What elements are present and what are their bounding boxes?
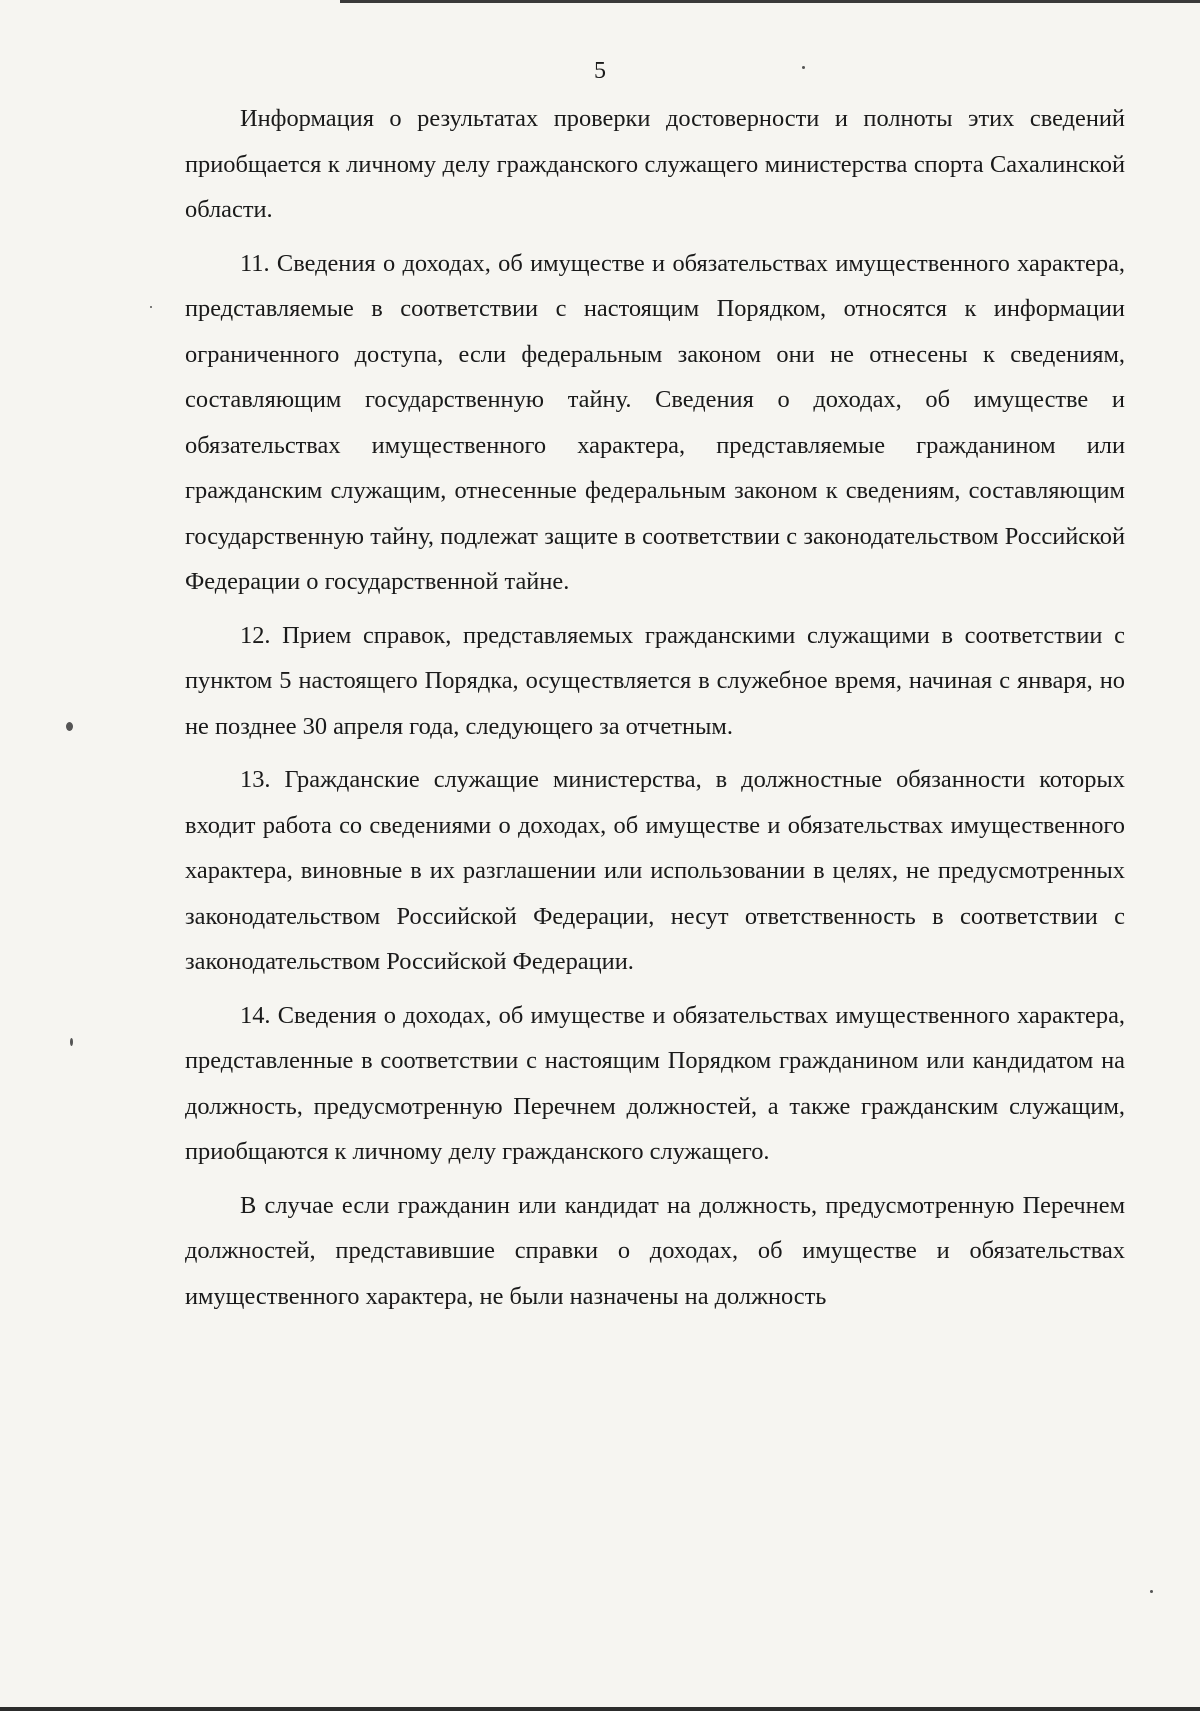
page-number: 5	[594, 58, 606, 84]
scan-speck	[802, 66, 805, 69]
paragraph-intro: Информация о результатах проверки достоверности и полноты этих сведений приобщается к личному делу гражданского служащего министерства спорта Сахалинской области.	[185, 105, 1125, 223]
scan-bottom-edge	[0, 1707, 1200, 1711]
paragraph-14: 14. Сведения о доходах, об имуществе и обязательствах имущественного характера, представленные в соответствии с настоящим Порядком гражданином или кандидатом на должность, предусмотренную Перечнем должностей, а также гражданским служащим, приобщаются к личному делу гражданского служащего.	[185, 1001, 1125, 1165]
scan-speck	[70, 1038, 73, 1046]
paragraph-13: 13. Гражданские служащие министерства, в должностные обязанности которых входит работа со сведениями о доходах, об имуществе и обязательствах имущественного характера, виновные в их разглашении или использовании в целях, не предусмотренных законодательством Российской Федерации, несут ответственность в соответствии с законодательством Российской Федерации.	[185, 766, 1125, 975]
scan-speck	[66, 722, 73, 731]
document-body	[185, 96, 1125, 1319]
scan-top-edge	[340, 0, 1200, 3]
paragraph-11: 11. Сведения о доходах, об имуществе и обязательствах имущественного характера, представляемые в соответствии с настоящим Порядком, относятся к информации ограниченного доступа, если федеральным законом они не отнесены к сведениям, составляющим государственную тайну. Сведения о доходах, об имуществе и обязательствах имущественного характера, представляемые гражданином или гражданским служащим, отнесенные федеральным законом к сведениям, составляющим государственную тайну, подлежат защите в соответствии с законодательством Российской Федерации о государственной тайне.	[185, 249, 1125, 595]
scan-speck	[150, 306, 152, 308]
paragraph-final: В случае если гражданин или кандидат на должность, предусмотренную Перечнем должностей, представившие справки о доходах, об имуществе и обязательствах имущественного характера, не были назначены на должность	[185, 1191, 1125, 1310]
scan-speck	[1150, 1590, 1153, 1593]
paragraph-12: 12. Прием справок, представляемых гражданскими служащими в соответствии с пунктом 5 настоящего Порядка, осуществляется в служебное время, начиная с января, но не позднее 30 апреля года, следующего за отчетным.	[185, 621, 1125, 740]
